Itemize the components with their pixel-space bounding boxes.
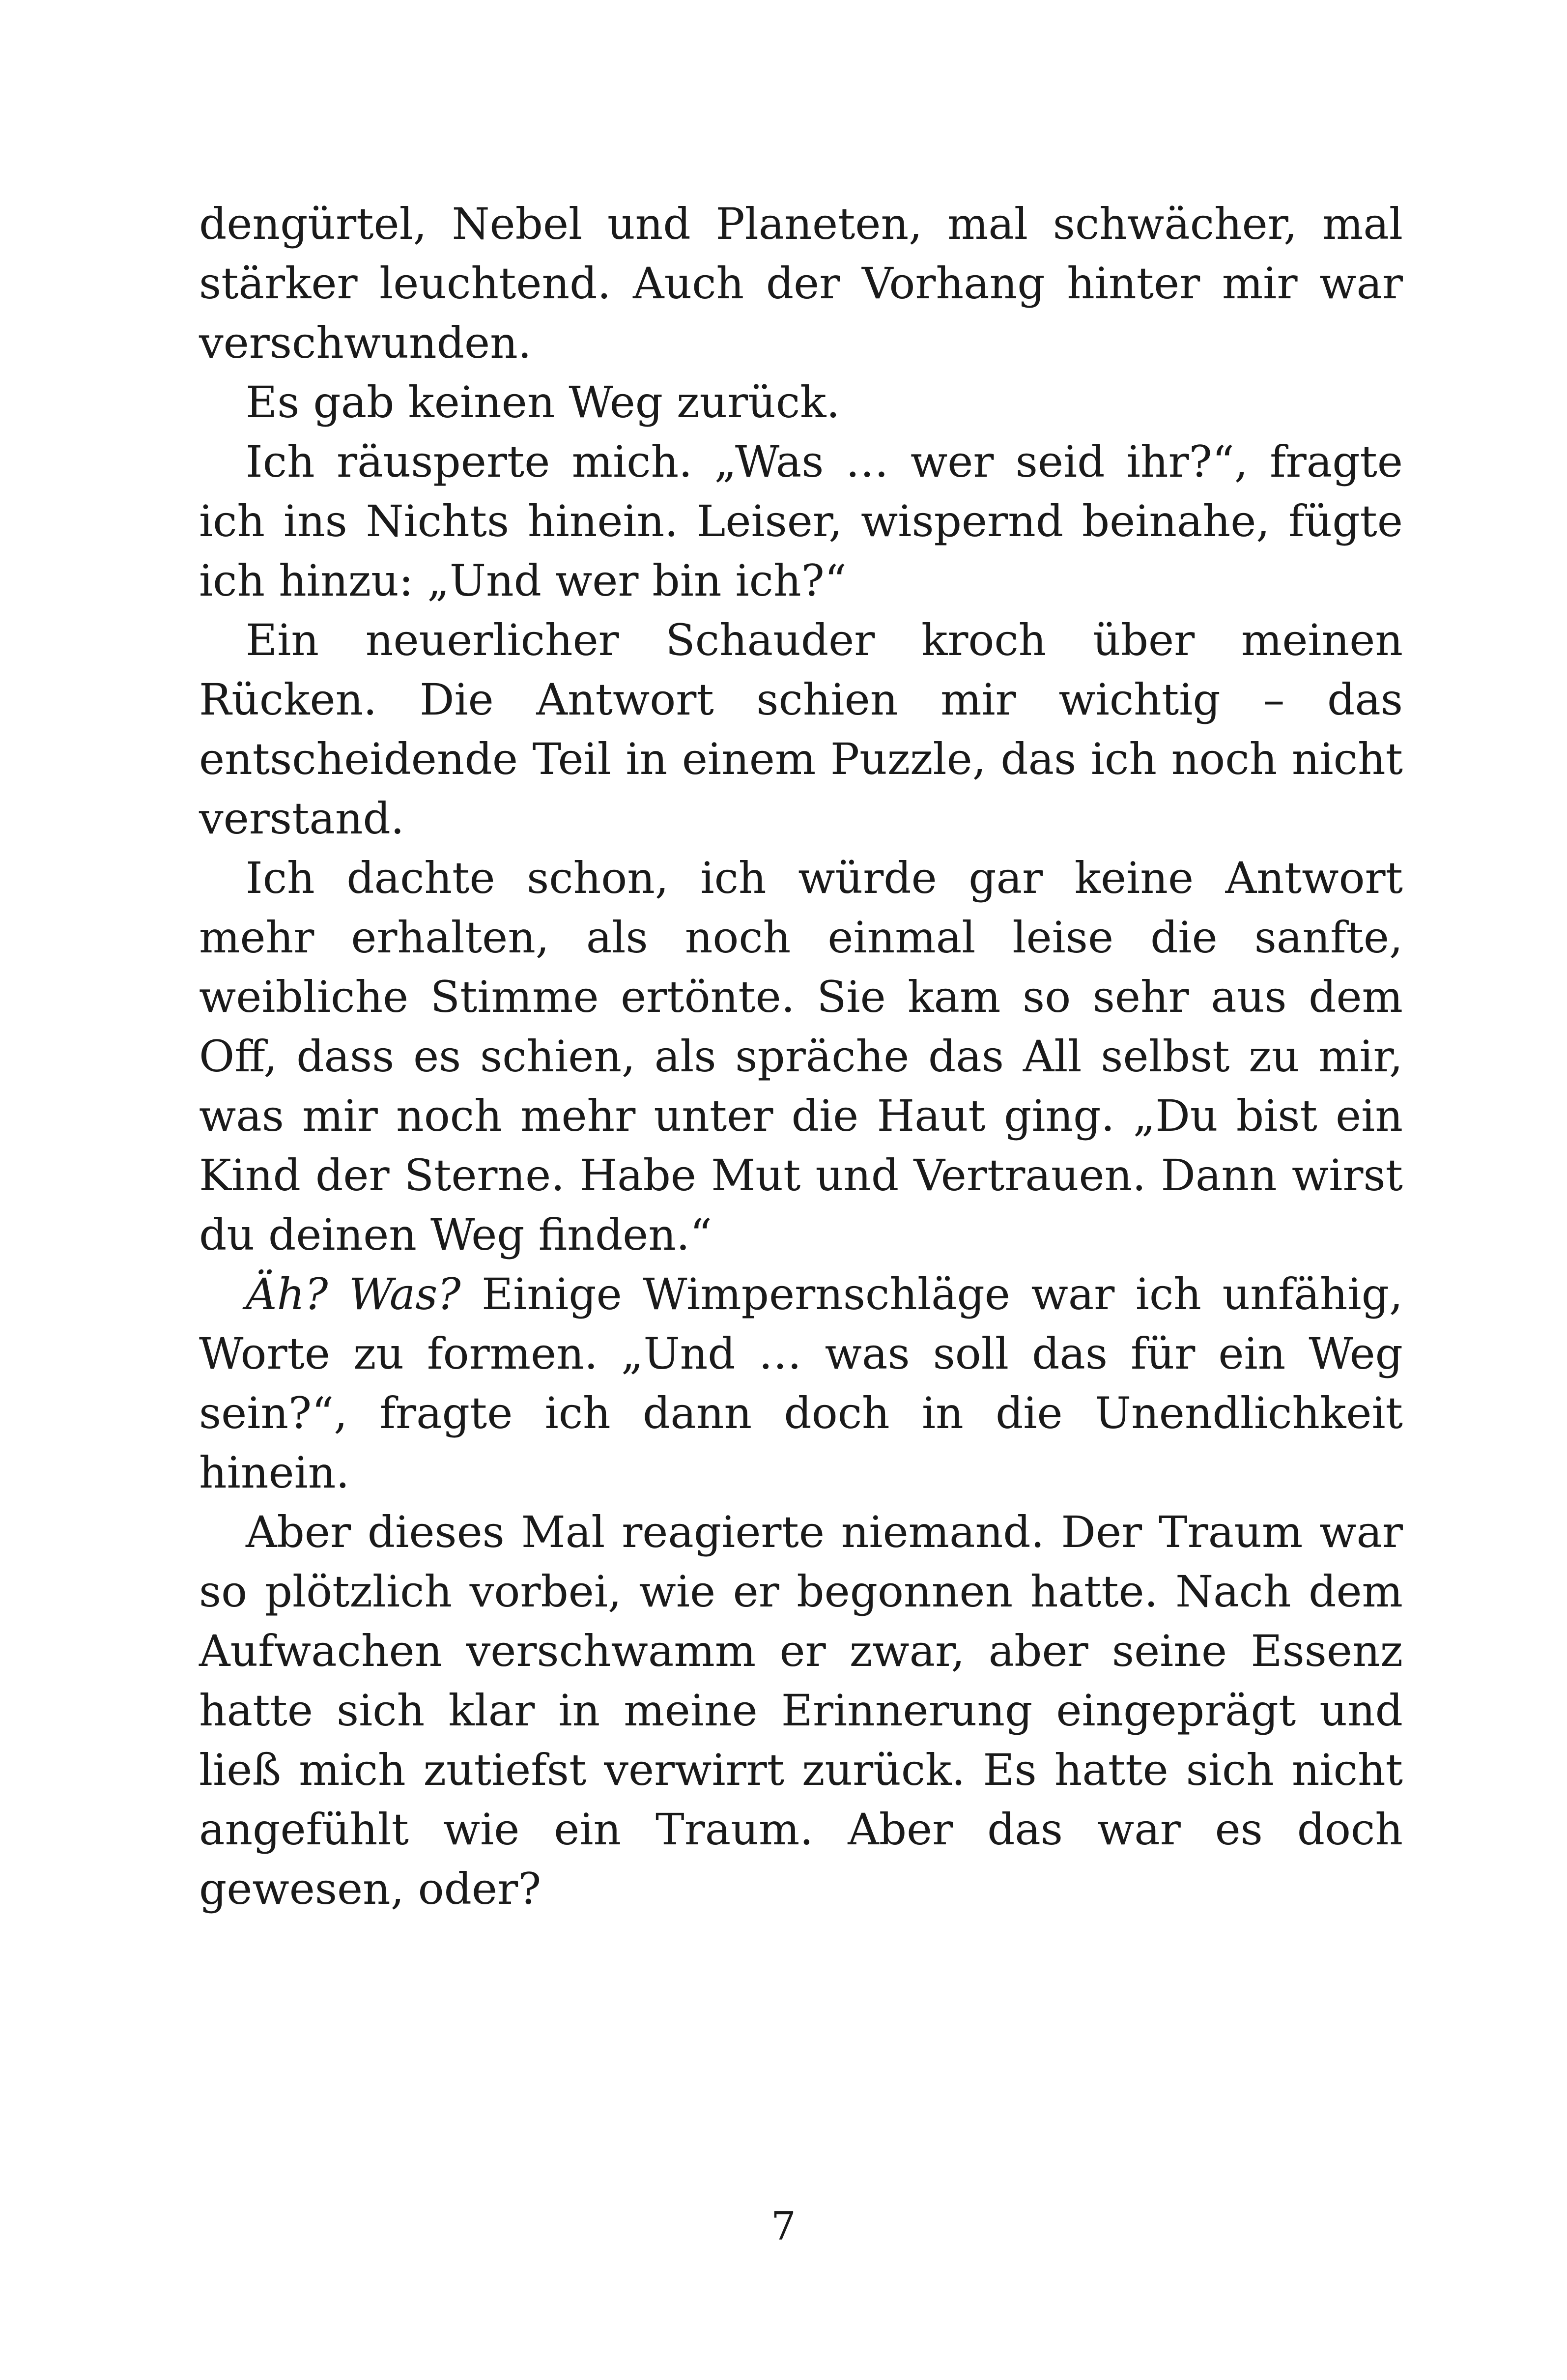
paragraph-5: Ich dachte schon, ich würde gar keine Antwort mehr erhalten, als noch einmal leise die sanfte, weibliche Stimme ertönte. Sie kam so sehr aus dem Off, dass es schien, als spräche das All selbst zu mir, was mir noch mehr unter die Haut ging. „Du bist ein Kind der Sterne. Habe Mut und Vertrauen. Dann wirst du deinen Weg finden.“: [199, 853, 1403, 1260]
paragraph-6: [199, 1264, 1403, 1502]
body-text: [199, 194, 1403, 1919]
paragraph-4: Ein neuerlicher Schauder kroch über meinen Rücken. Die Antwort schien mir wichtig – das entscheidende Teil in einem Puzzle, das ich noch nicht verstand.: [199, 615, 1403, 844]
paragraph-2: Es gab keinen Weg zurück.: [246, 377, 840, 428]
paragraph-1: dengürtel, Nebel und Planeten, mal schwächer, mal stärker leuchtend. Auch der Vorhang hinter mir war verschwunden.: [199, 199, 1403, 368]
italic-lead: Äh? Was?: [246, 1269, 461, 1319]
paragraph-3: Ich räusperte mich. „Was … wer seid ihr?“, fragte ich ins Nichts hinein. Leiser, wispernd beinahe, fügte ich hinzu: „Und wer bin ich?“: [199, 436, 1403, 606]
paragraph-7: Aber dieses Mal reagierte niemand. Der Traum war so plötzlich vorbei, wie er begonnen hatte. Nach dem Aufwachen verschwamm er zwar, aber seine Essenz hatte sich klar in meine Erinnerung eingeprägt und ließ mich zutiefst verwirrt zurück. Es hatte sich nicht angefühlt wie ein Traum. Aber das war es doch gewesen, oder?: [199, 1507, 1403, 1914]
page-number: 7: [771, 2203, 796, 2249]
paragraph-6-text: Einige Wimpernschläge war ich unfähig, Worte zu formen. „Und … was soll das für ein Weg sein?“, fragte ich dann doch in die Unendlichkeit hinein.: [199, 1269, 1403, 1498]
